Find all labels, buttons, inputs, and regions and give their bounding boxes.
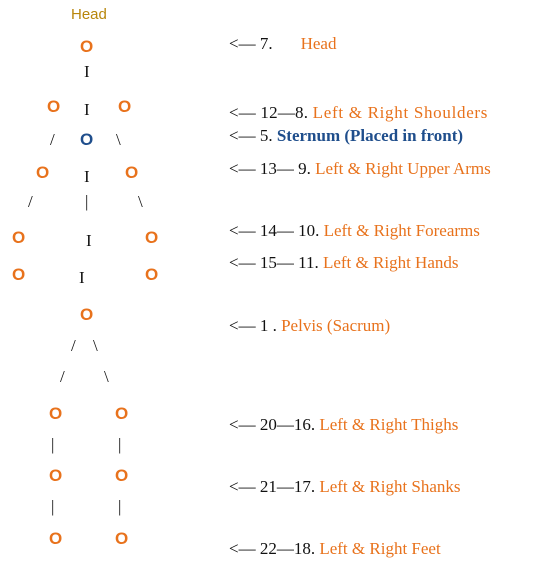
label-shoulders-number: <— 12—8. (229, 103, 309, 122)
label-shanks-number: <— 21—17. (229, 477, 316, 496)
link-left-shoulder-slash: / (50, 130, 55, 149)
node-left-forearm: O (12, 228, 26, 247)
link-neck: I (84, 62, 90, 81)
link-lower-spine: I (86, 231, 92, 250)
node-right-thigh: O (115, 404, 129, 423)
node-right-shoulder: O (118, 97, 132, 116)
label-thighs-number: <— 20—16. (229, 415, 316, 434)
link-lumbar: I (79, 268, 85, 287)
link-left-thigh-pipe: | (51, 435, 55, 454)
link-left-elbow-slash: / (28, 192, 33, 211)
node-right-foot: O (115, 529, 129, 548)
link-upper-spine: I (84, 100, 90, 119)
label-head-text: Head (300, 34, 337, 53)
label-shanks (229, 478, 461, 495)
label-hands-text: Left & Right Hands (322, 253, 459, 272)
node-pelvis: O (80, 305, 94, 324)
node-right-hand: O (145, 265, 159, 284)
node-right-shank: O (115, 466, 129, 485)
node-right-upper-arm: O (125, 163, 139, 182)
label-head (229, 35, 336, 52)
diagram-top-label: Head (71, 6, 107, 23)
link-left-shank-pipe: | (51, 497, 55, 516)
link-right-shoulder-slash: \ (116, 130, 121, 149)
node-sternum: O (80, 130, 94, 149)
link-right-elbow-slash: \ (138, 192, 143, 211)
label-sternum (229, 127, 463, 144)
label-sternum-text: Sternum (Placed in front) (276, 126, 464, 145)
node-left-shank: O (49, 466, 63, 485)
label-forearms-text: Left & Right Forearms (323, 221, 480, 240)
label-shoulders-text: Left & Right Shoulders (312, 103, 489, 122)
node-head: O (80, 37, 94, 56)
link-right-hip-slash-2: \ (104, 367, 109, 386)
label-upper-arms (229, 160, 491, 177)
label-sternum-number: <— 5. (229, 126, 273, 145)
label-forearms-number: <— 14— 10. (229, 221, 320, 240)
link-left-hip-slash-2: / (60, 367, 65, 386)
label-forearms (229, 222, 480, 239)
link-right-hip-slash-1: \ (93, 336, 98, 355)
node-right-forearm: O (145, 228, 159, 247)
node-left-upper-arm: O (36, 163, 50, 182)
node-left-hand: O (12, 265, 26, 284)
label-head-number: <— 7. (229, 34, 273, 53)
label-thighs-text: Left & Right Thighs (319, 415, 459, 434)
label-thighs (229, 416, 458, 433)
node-left-foot: O (49, 529, 63, 548)
label-pelvis (229, 317, 390, 334)
label-shanks-text: Left & Right Shanks (319, 477, 461, 496)
label-feet-text: Left & Right Feet (319, 539, 441, 558)
label-hands (229, 254, 458, 271)
label-upper-arms-text: Left & Right Upper Arms (315, 159, 491, 178)
label-feet (229, 540, 441, 557)
node-left-shoulder: O (47, 97, 61, 116)
link-right-shank-pipe: | (118, 497, 122, 516)
node-left-thigh: O (49, 404, 63, 423)
label-pelvis-text: Pelvis (Sacrum) (281, 316, 391, 335)
link-right-thigh-pipe: | (118, 435, 122, 454)
label-feet-number: <— 22—18. (229, 539, 316, 558)
link-left-hip-slash-1: / (71, 336, 76, 355)
label-upper-arms-number: <— 13— 9. (229, 159, 311, 178)
link-mid-spine: I (84, 167, 90, 186)
label-hands-number: <— 15— 11. (229, 253, 319, 272)
link-spine-pipe: | (85, 192, 89, 211)
label-pelvis-number: <— 1 . (229, 316, 277, 335)
label-shoulders (229, 104, 488, 121)
